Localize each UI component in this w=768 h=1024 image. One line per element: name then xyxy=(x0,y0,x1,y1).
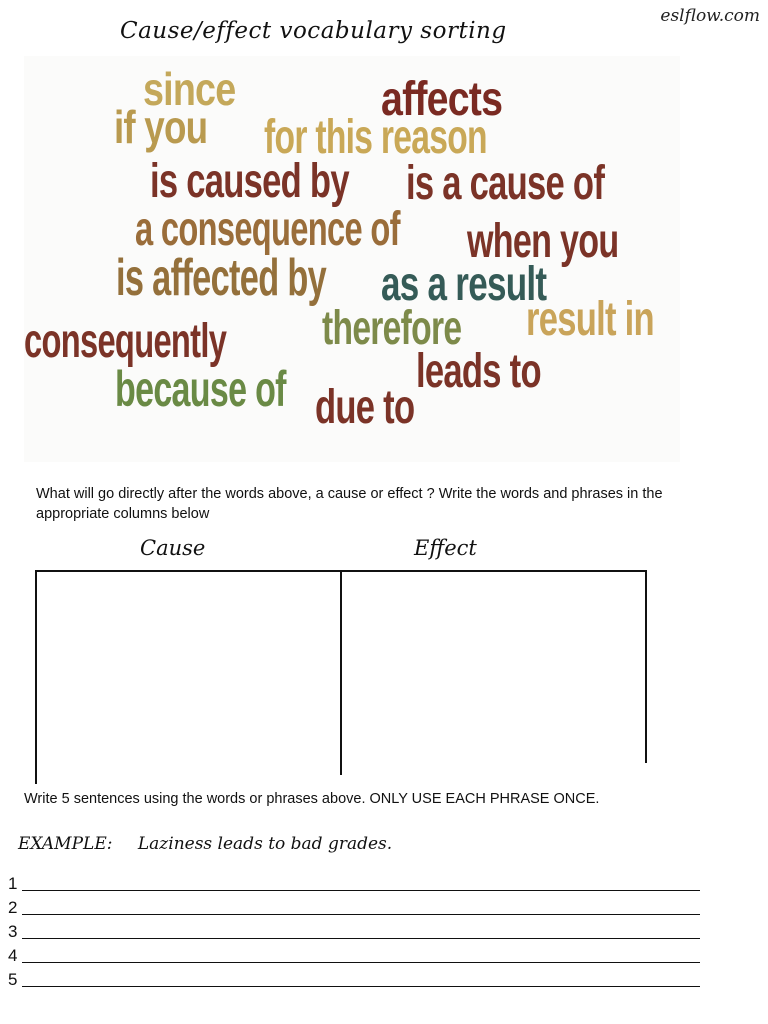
example-label: EXAMPLE: xyxy=(18,834,113,854)
answer-blank[interactable] xyxy=(22,918,700,939)
answer-blank[interactable] xyxy=(22,870,700,891)
answer-line-number: 5 xyxy=(8,970,18,989)
cloud-word-since: since xyxy=(143,63,236,115)
answer-line[interactable] xyxy=(8,892,700,916)
site-name: eslflow.com xyxy=(660,6,760,26)
cloud-word-when-you: when you xyxy=(467,215,619,268)
cause-column-heading: Cause xyxy=(140,536,206,560)
cloud-word-leads-to: leads to xyxy=(416,345,541,398)
answer-blank[interactable] xyxy=(22,966,700,987)
answer-line-number: 3 xyxy=(8,922,18,941)
answer-blank[interactable] xyxy=(22,894,700,915)
answer-line[interactable] xyxy=(8,940,700,964)
sorting-table xyxy=(35,570,647,784)
answer-line[interactable] xyxy=(8,916,700,940)
example-text: Laziness leads to bad grades. xyxy=(137,834,393,854)
sentence-instructions: Write 5 sentences using the words or phrases above. ONLY USE EACH PHRASE ONCE. xyxy=(24,791,600,807)
cloud-word-because-of: because of xyxy=(115,361,286,417)
cloud-word-a-consequence-of: a consequence of xyxy=(135,203,400,256)
table-right-border xyxy=(645,570,647,763)
word-cloud xyxy=(24,56,680,462)
effect-column-area[interactable] xyxy=(342,572,645,762)
cause-column-area[interactable] xyxy=(37,572,340,772)
cloud-word-for-this-reason: for this reason xyxy=(264,111,487,164)
cloud-word-is-caused-by: is caused by xyxy=(150,155,349,208)
answer-line-number: 4 xyxy=(8,946,18,965)
cloud-word-consequently: consequently xyxy=(24,315,227,368)
answer-line[interactable] xyxy=(8,868,700,892)
cloud-word-if-you: if you xyxy=(114,101,208,153)
example-sentence xyxy=(18,834,392,854)
answer-line-number: 1 xyxy=(8,874,18,893)
sorting-instructions: What will go directly after the words above, a cause or effect ? Write the words and phrases in the appropriate columns below xyxy=(36,486,663,522)
cloud-word-as-a-result: as a result xyxy=(381,258,547,311)
cloud-word-due-to: due to xyxy=(315,381,415,434)
answer-blank[interactable] xyxy=(22,942,700,963)
page-title: Cause/effect vocabulary sorting xyxy=(120,18,507,44)
cloud-word-result-in: result in xyxy=(526,293,654,346)
cloud-word-affects: affects xyxy=(381,73,503,126)
cloud-word-therefore: therefore xyxy=(322,302,462,355)
cloud-word-is-a-cause-of: is a cause of xyxy=(406,157,605,210)
answer-line-number: 2 xyxy=(8,898,18,917)
answer-line[interactable] xyxy=(8,964,700,988)
cloud-word-is-affected-by: is affected by xyxy=(116,249,327,307)
effect-column-heading: Effect xyxy=(414,536,477,560)
